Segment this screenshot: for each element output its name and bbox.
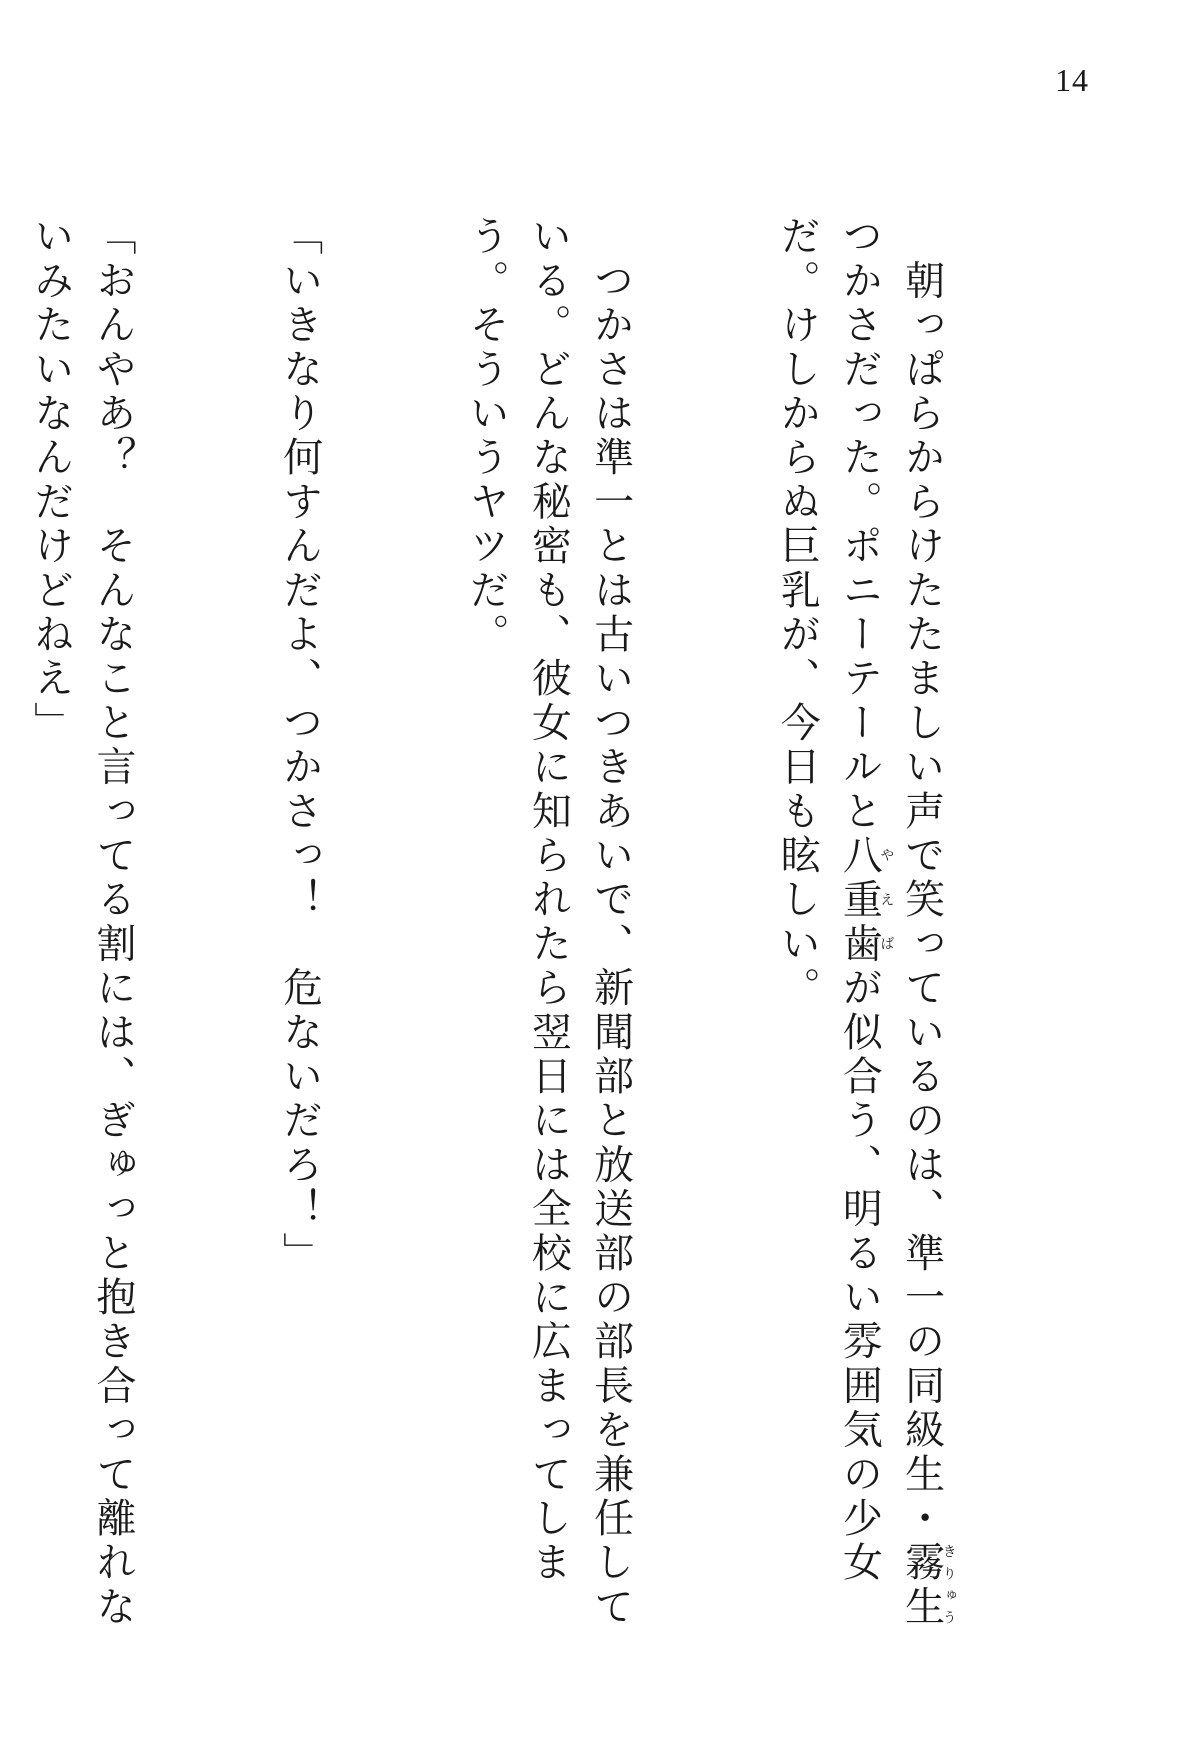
page-number: 14 (1055, 62, 1089, 98)
ruby-kiryu: 霧生きりゅう (898, 1541, 957, 1630)
body-text (0, 215, 1080, 1655)
ruby-yaeba: 八重歯やえば (836, 833, 895, 967)
furigana-kiryu: きりゅう (940, 1541, 957, 1630)
paragraph-1: 朝っぱらからけたたましい声で笑っているのは、準一の同級生・霧生きりゅうつかさだった。ポニーテールと八重歯やえばが似合う、明るい雰囲気の少女だ。けしからぬ巨乳が、今日も眩しい。 (774, 215, 957, 1630)
furigana-yaeba: やえば (878, 833, 895, 967)
paragraph-3: 「いきなり何すんだよ、つかさっ！ 危ないだろ！」 (276, 215, 323, 1276)
paragraph-2: つかさは準一とは古いつきあいで、新聞部と放送部の部長を兼任している。どんな秘密も、彼女に知られたら翌日には全校に広まってしまう。そういうヤツだ。 (463, 215, 634, 1630)
paragraph-4: 「おんやあ？ そんなこと言ってる割には、ぎゅっと抱き合って離れないみたいなんだけどねえ」 (27, 215, 136, 1630)
